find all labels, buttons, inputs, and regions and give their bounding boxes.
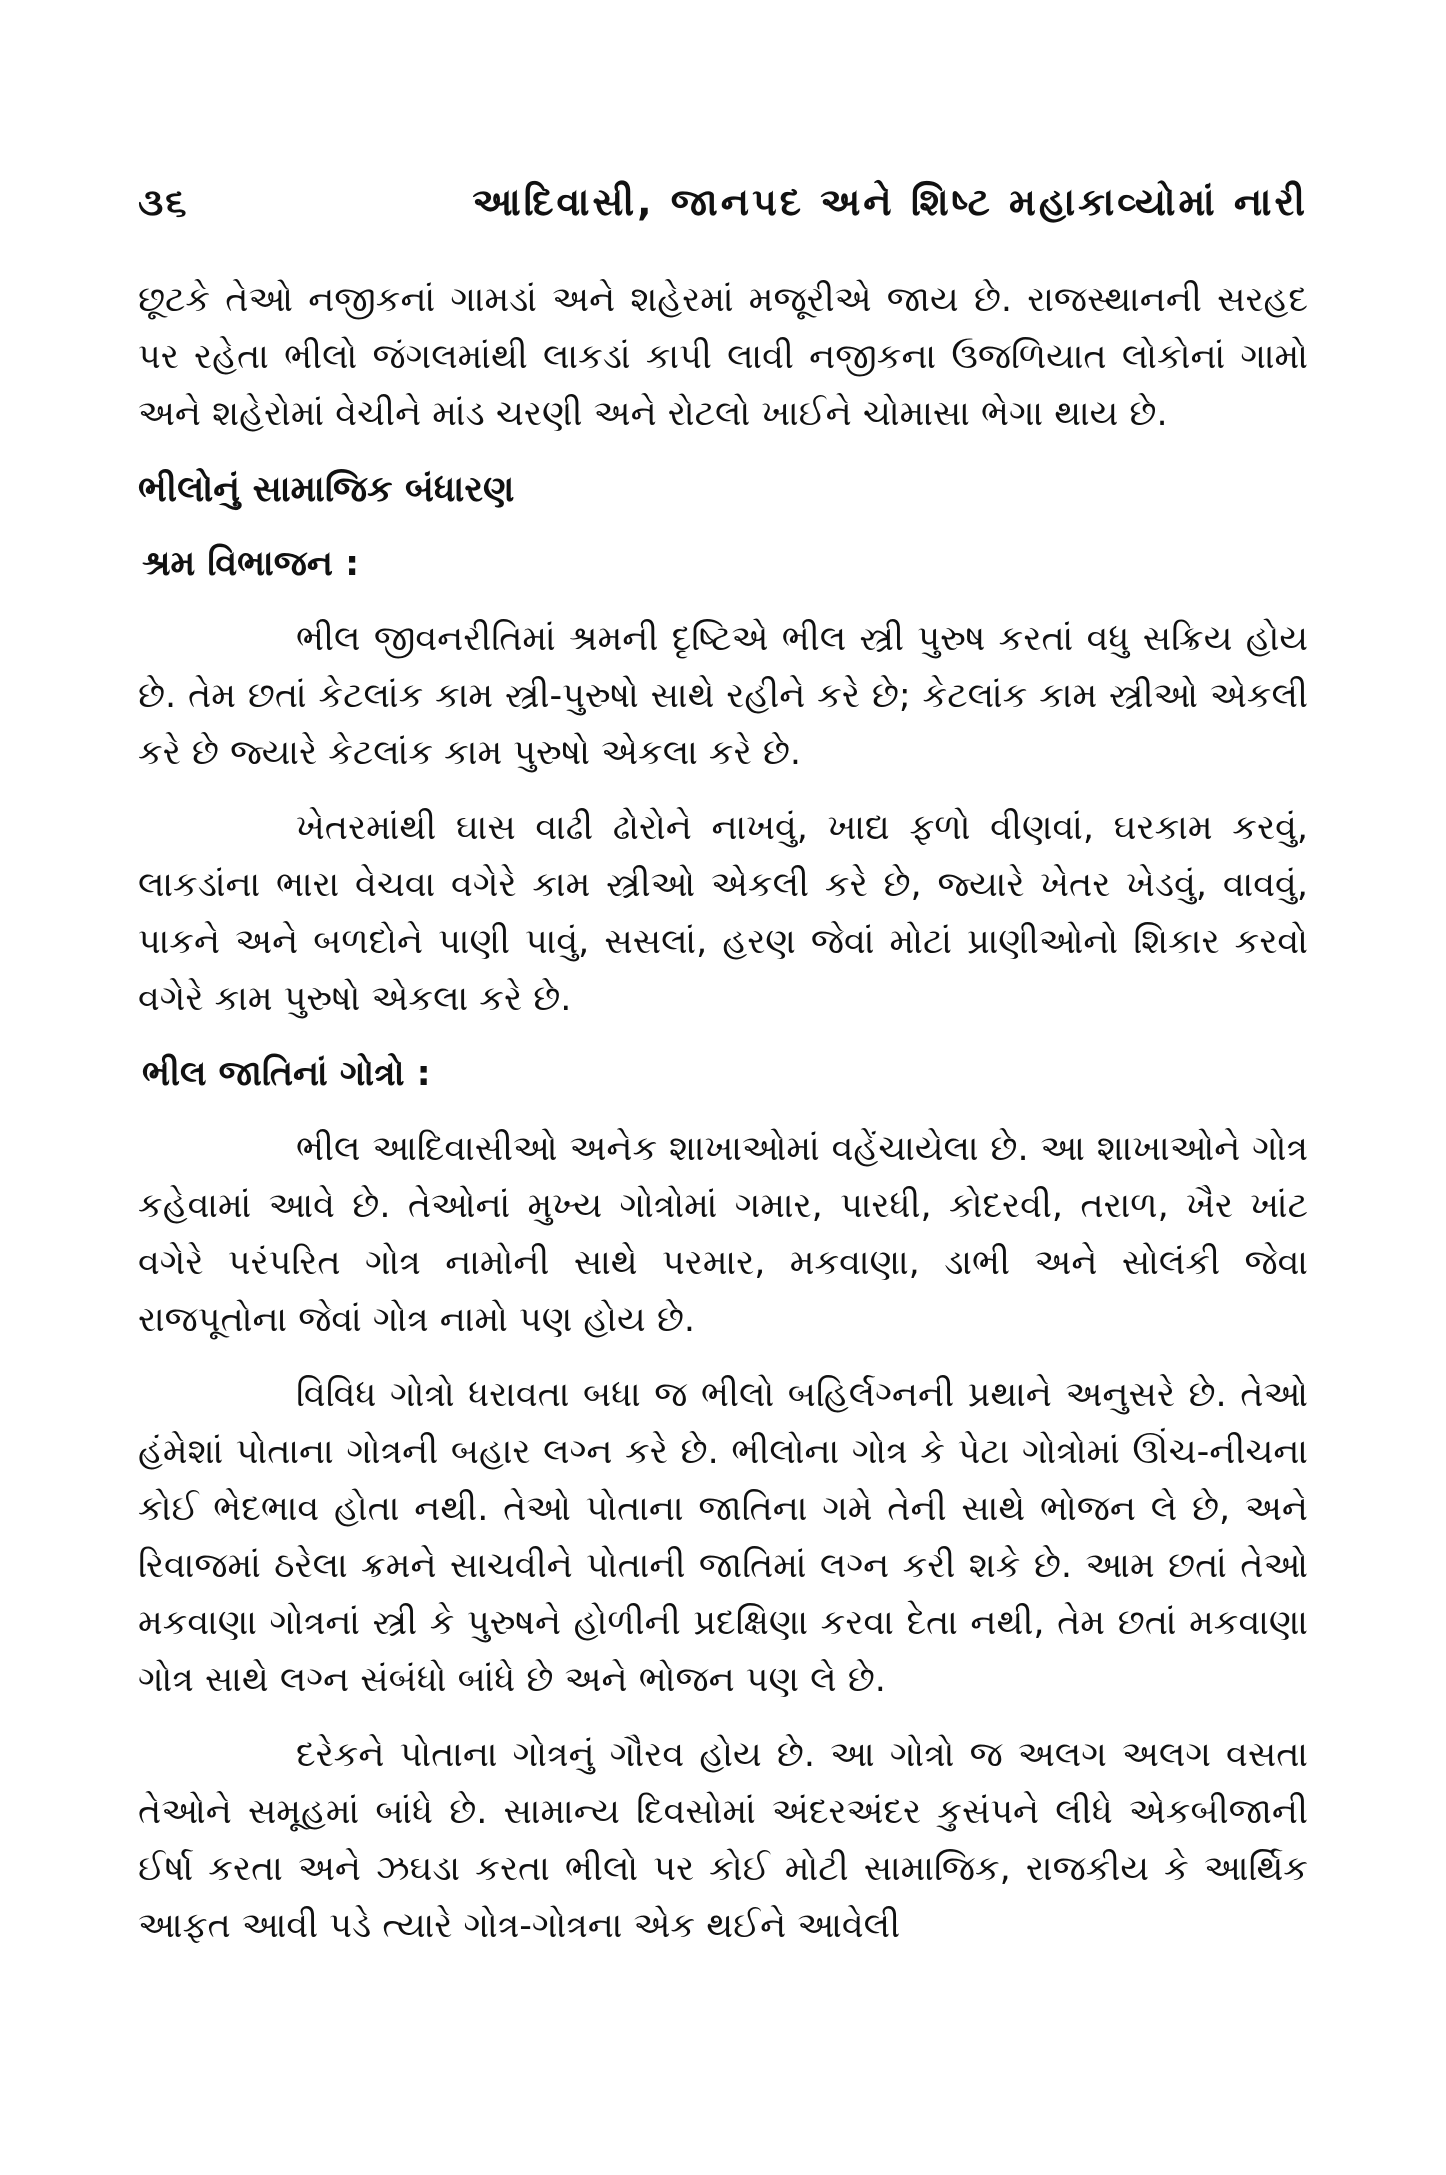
running-title: આદિવાસી, જાનપદ અને શિષ્ટ મહાકાવ્યોમાં નારી [472,179,1308,224]
paragraph-labour-1: ભીલ જીવનરીતિમાં શ્રમની દૃષ્ટિએ ભીલ સ્ત્રી પુરુષ કરતાં વધુ સક્રિય હોય છે. તેમ છતાં કેટલાંક કામ સ્ત્રી-પુરુષો સાથે રહીને કરે છે; કેટલાંક કામ સ્ત્રીઓ એકલી કરે છે જ્યારે કેટલાંક કામ પુરુષો એકલા કરે છે. [138,619,1308,773]
section-heading-social-structure: ભીલોનું સામાજિક બંધારણ [138,469,515,510]
paragraph-intro: છૂટકે તેઓ નજીકનાં ગામડાં અને શહેરમાં મજૂરીએ જાય છે. રાજસ્થાનની સરહદ પર રહેતા ભીલો જંગલમાંથી લાકડાં કાપી લાવી નજીકના ઉજળિયાત લોકોનાં ગામો અને શહેરોમાં વેચીને માંડ ચરણી અને રોટલો ખાઈને ચોમાસા ભેગા થાય છે. [138,280,1308,434]
paragraph-gotras-1: ભીલ આદિવાસીઓ અનેક શાખાઓમાં વહેંચાયેલા છે. આ શાખાઓને ગોત્ર કહેવામાં આવે છે. તેઓનાં મુખ્ય ગોત્રોમાં ગમાર, પારધી, કોદરવી, તરાળ, ખૈર ખાંટ વગેરે પરંપરિત ગોત્ર નામોની સાથે પરમાર, મકવાણા, ડાભી અને સોલંકી જેવા રાજપૂતોના જેવાં ગોત્ર નામો પણ હોય છે. [138,1129,1308,1340]
paragraph-labour-2: ખેતરમાંથી ઘાસ વાઢી ઢોરોને નાખવું, ખાદ્ય ફળો વીણવાં, ઘરકામ કરવું, લાકડાંના ભારા વેચવા વગેરે કામ સ્ત્રીઓ એકલી કરે છે, જ્યારે ખેતર ખેડવું, વાવવું, પાકને અને બળદોને પાણી પાવું, સસલાં, હરણ જેવાં મોટાં પ્રાણીઓનો શિકાર કરવો વગેરે કામ પુરુષો એકલા કરે છે. [138,808,1308,1019]
subheading-labour-division: શ્રમ વિભાજન : [142,544,360,584]
page-body [138,272,1308,1955]
page-header [138,172,1308,232]
paragraph-gotras-2: વિવિધ ગોત્રો ધરાવતા બધા જ ભીલો બહિર્લગ્નની પ્રથાને અનુસરે છે. તેઓ હંમેશાં પોતાના ગોત્રની બહાર લગ્ન કરે છે. ભીલોના ગોત્ર કે પેટા ગોત્રોમાં ઊંચ-નીચના કોઈ ભેદભાવ હોતા નથી. તેઓ પોતાના જાતિના ગમે તેની સાથે ભોજન લે છે, અને રિવાજમાં ઠરેલા ક્રમને સાચવીને પોતાની જાતિમાં લગ્ન કરી શકે છે. આમ છતાં તેઓ મકવાણા ગોત્રનાં સ્ત્રી કે પુરુષને હોળીની પ્રદક્ષિણા કરવા દેતા નથી, તેમ છતાં મકવાણા ગોત્ર સાથે લગ્ન સંબંધો બાંધે છે અને ભોજન પણ લે છે. [138,1375,1308,1700]
page-number: ૩૬ [138,179,189,224]
subheading-gotras: ભીલ જાતિનાં ગોત્રો : [142,1054,431,1094]
paragraph-gotras-3: દરેકને પોતાના ગોત્રનું ગૌરવ હોય છે. આ ગોત્રો જ અલગ અલગ વસતા તેઓને સમૂહમાં બાંધે છે. સામાન્ય દિવસોમાં અંદરઅંદર કુસંપને લીધે એકબીજાની ઈર્ષા કરતા અને ઝઘડા કરતા ભીલો પર કોઈ મોટી સામાજિક, રાજકીય કે આર્થિક આફત આવી પડે ત્યારે ગોત્ર-ગોત્રના એક થઈને આવેલી [138,1735,1308,1946]
